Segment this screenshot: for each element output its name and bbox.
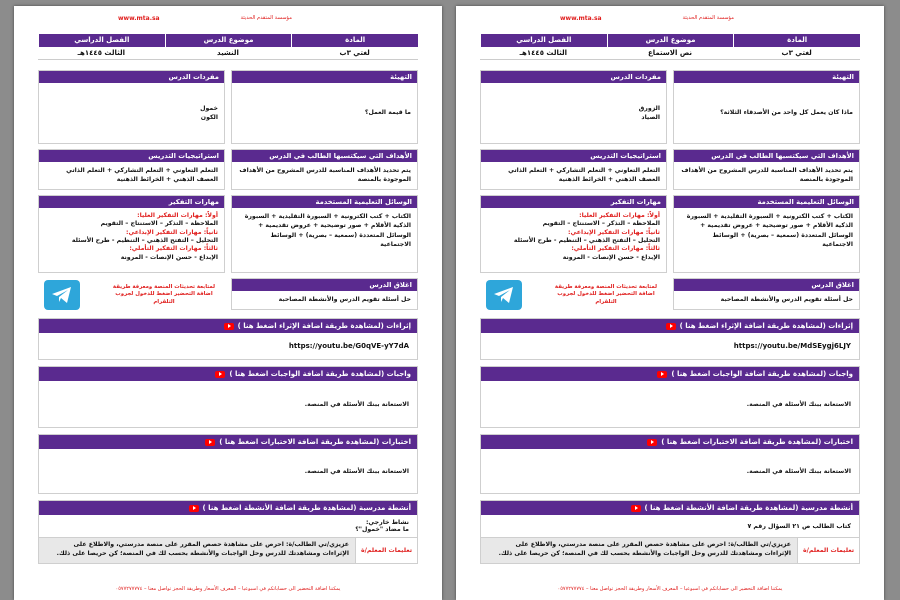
enrichment-body bbox=[481, 333, 859, 359]
skills-body bbox=[481, 208, 666, 266]
goals-box bbox=[231, 149, 418, 190]
enrichment-body bbox=[39, 333, 417, 359]
homework-title[interactable]: واجبات (لمشاهدة طريقة اضافة الواجبات اضغط هنا ) bbox=[481, 367, 859, 381]
term-col bbox=[480, 34, 607, 60]
skills-level2-text: التحليل – التفتح الذهني – التنظيم - طرح الأسئلة bbox=[513, 237, 660, 245]
skills-level2-text: التحليل – التفتح الذهني – التنظيم - طرح الأسئلة bbox=[71, 237, 218, 245]
instructions-label: تعليمات المعلم/ة bbox=[355, 538, 417, 563]
activities-section bbox=[480, 500, 860, 538]
grid-right-col bbox=[231, 70, 418, 312]
intro-title: التهيئة bbox=[232, 71, 417, 83]
activities-body bbox=[481, 515, 859, 537]
skills-title: مهارات التفكير bbox=[39, 196, 224, 208]
aids-box bbox=[673, 195, 860, 273]
youtube-icon[interactable] bbox=[631, 505, 641, 512]
grid-left-col bbox=[480, 70, 667, 312]
intro-box bbox=[673, 70, 860, 144]
page-top bbox=[38, 12, 418, 34]
homework-text: الاستعانة ببنك الأسئلة في المنصة. bbox=[746, 400, 851, 408]
skills-box bbox=[480, 195, 667, 273]
intro-box bbox=[231, 70, 418, 144]
strategies-box bbox=[480, 149, 667, 190]
vocab-list bbox=[39, 83, 224, 143]
strategies-title: استراتيجيات التدريس bbox=[481, 150, 666, 162]
lesson-page bbox=[14, 6, 442, 600]
activities-line1: نشاط خارجي: bbox=[365, 519, 409, 526]
subject-value: لغتي ٣ب bbox=[291, 47, 418, 60]
homework-title[interactable]: واجبات (لمشاهدة طريقة اضافة الواجبات اضغط هنا ) bbox=[39, 367, 417, 381]
closing-text: حل أسئلة تقويم الدرس والأنشطة المصاحبة bbox=[278, 296, 411, 303]
strategies-text: التعلم التعاوني + التعلم التشاركي + التعلم الذاتي العصف الذهني + الخرائط الذهنية bbox=[66, 167, 218, 184]
tests-title[interactable]: اختبارات (لمشاهدة طريقة اضافة الاختبارات اضغط هنا ) bbox=[481, 435, 859, 449]
skills-level1-text: الملاحظة – التذكر – الاستنتاج – التقويم bbox=[100, 220, 218, 228]
telegram-icon[interactable] bbox=[44, 280, 80, 310]
teacher-instructions bbox=[480, 538, 860, 564]
enrichment-section bbox=[480, 318, 860, 360]
page-footer: يمكننا اضافة التحضير الى حساباتكم في اسبوعيا – المعرف الأسعار وطريقة الحجز تواصل معنا – ٠٥٧٧٢٧٧٧٧٤ bbox=[115, 586, 341, 592]
topic-value: النشيد bbox=[165, 47, 292, 60]
enrichment-section bbox=[38, 318, 418, 360]
activities-section bbox=[38, 500, 418, 538]
topic-col bbox=[607, 34, 734, 60]
youtube-icon[interactable] bbox=[657, 371, 667, 378]
skills-body bbox=[39, 208, 224, 266]
term-col bbox=[38, 34, 165, 60]
strategies-box bbox=[38, 149, 225, 190]
site-url[interactable]: www.mta.sa bbox=[560, 15, 602, 22]
subject-value: لغتي ٣ب bbox=[733, 47, 860, 60]
activities-body bbox=[39, 515, 417, 537]
term-label: الفصل الدراسي bbox=[480, 34, 607, 47]
foundation-name: مؤسسة المتقدم الحديثة bbox=[682, 15, 734, 21]
lesson-page bbox=[456, 6, 884, 600]
homework-text: الاستعانة ببنك الأسئلة في المنصة. bbox=[304, 400, 409, 408]
goals-box bbox=[673, 149, 860, 190]
activities-line1: كتاب الطالب ص ٢١ السؤال رقم ٧ bbox=[747, 522, 851, 530]
closing-title: اغلاق الدرس bbox=[232, 279, 417, 291]
intro-text: ما قيمة العمل؟ bbox=[364, 109, 411, 117]
instructions-text: عزيزي/تي الطالب/ة: احرص على مشاهدة حصص المقرر على منصة مدرستي، والاطلاع على الإثراءات ومشاهدتك للدرس وحل الواجبات والأنشطة بحسب لك في المنصة؛ كن حريصا على ذلك. bbox=[39, 538, 355, 563]
youtube-icon[interactable] bbox=[205, 439, 215, 446]
skills-title: مهارات التفكير bbox=[481, 196, 666, 208]
skills-level3-label: ثالثاً: مهارات التفكير التأملي: bbox=[129, 245, 218, 253]
lesson-header bbox=[480, 34, 860, 60]
term-value: الثالث ١٤٤٥هـ bbox=[480, 47, 607, 60]
youtube-icon[interactable] bbox=[215, 371, 225, 378]
vocab-item: الكون bbox=[200, 114, 218, 121]
aids-text: الكتاب + كتب الكترونية + السبورة التقليدية + السبورة الذكية الأقلام + صور توضيحية + عروض تقديمية + الوسائل المتعددة (سمعية – بصرية) + الوسائط الاجتماعية bbox=[244, 213, 411, 248]
vocab-box bbox=[38, 70, 225, 144]
homework-section bbox=[38, 366, 418, 428]
skills-level3-text: الإبداع - حسن الإنصات - المرونة bbox=[562, 253, 660, 261]
skills-level1-text: الملاحظة – التذكر – الاستنتاج – التقويم bbox=[542, 220, 660, 228]
skills-level2-label: ثانياً: مهارات التفكير الإبداعي: bbox=[126, 228, 218, 236]
teacher-instructions bbox=[38, 538, 418, 564]
subject-label: المادة bbox=[733, 34, 860, 47]
topic-label: موضوع الدرس bbox=[607, 34, 734, 47]
lesson-grid bbox=[480, 70, 860, 312]
youtube-icon[interactable] bbox=[647, 439, 657, 446]
lesson-grid bbox=[38, 70, 418, 312]
tests-section bbox=[38, 434, 418, 494]
tests-text: الاستعانة ببنك الأسئلة في المنصة. bbox=[304, 467, 409, 475]
youtube-icon[interactable] bbox=[189, 505, 199, 512]
subject-label: المادة bbox=[291, 34, 418, 47]
homework-section bbox=[480, 366, 860, 428]
vocab-item: خمول bbox=[200, 104, 218, 112]
intro-text: ماذا كان يعمل كل واحد من الأصدقاء الثلاثة؟ bbox=[720, 109, 853, 117]
page-footer: يمكننا اضافة التحضير الى حساباتكم في اسبوعيا – المعرف الأسعار وطريقة الحجز تواصل معنا – ٠٥٧٧٢٧٧٧٧٤ bbox=[557, 586, 783, 592]
topic-label: موضوع الدرس bbox=[165, 34, 292, 47]
youtube-icon[interactable] bbox=[224, 323, 234, 330]
tests-section bbox=[480, 434, 860, 494]
vocab-title: مفردات الدرس bbox=[481, 71, 666, 83]
enrichment-title[interactable]: إثراءات (لمشاهدة طريقة اضافة الإثراء اضغط هنا ) bbox=[481, 319, 859, 333]
tests-title[interactable]: اختبارات (لمشاهدة طريقة اضافة الاختبارات اضغط هنا ) bbox=[39, 435, 417, 449]
skills-level1-label: أولاً: مهارات التفكير العليا: bbox=[137, 212, 218, 219]
skills-level3-text: الإبداع - حسن الإنصات - المرونة bbox=[120, 253, 218, 261]
aids-box bbox=[231, 195, 418, 273]
topic-value: نص الاستماع bbox=[607, 47, 734, 60]
site-url[interactable]: www.mta.sa bbox=[118, 15, 160, 22]
instructions-text: عزيزي/تي الطالب/ة: احرص على مشاهدة حصص المقرر على منصة مدرستي، والاطلاع على الإثراءات ومشاهدتك للدرس وحل الواجبات والأنشطة بحسب لك في المنصة؛ كن حريصا على ذلك. bbox=[481, 538, 797, 563]
activities-title[interactable]: أنشطة مدرسية (لمشاهدة طريقة اضافة الأنشطة اضغط هنا ) bbox=[39, 501, 417, 515]
grid-right-col bbox=[673, 70, 860, 312]
enrichment-link[interactable]: https://youtu.be/MdSEygj6LJY bbox=[733, 342, 851, 350]
intro-title: التهيئة bbox=[674, 71, 859, 83]
topic-col bbox=[165, 34, 292, 60]
term-label: الفصل الدراسي bbox=[38, 34, 165, 47]
goals-title: الأهداف التي سيكتسبها الطالب في الدرس bbox=[674, 150, 859, 162]
youtube-icon[interactable] bbox=[666, 323, 676, 330]
foundation-name: مؤسسة المتقدم الحديثة bbox=[240, 15, 292, 21]
closing-title: اغلاق الدرس bbox=[674, 279, 859, 291]
vocab-box bbox=[480, 70, 667, 144]
goals-text: يتم تحديد الأهداف المناسبة للدرس المشروح من الأهداف الموجودة بالمنصة bbox=[681, 167, 853, 184]
closing-text: حل أسئلة تقويم الدرس والأنشطة المصاحبة bbox=[720, 296, 853, 303]
enrichment-link[interactable]: https://youtu.be/G0qVE-yY7dA bbox=[288, 342, 409, 350]
instructions-label: تعليمات المعلم/ة bbox=[797, 538, 859, 563]
tests-text: الاستعانة ببنك الأسئلة في المنصة. bbox=[746, 467, 851, 475]
strategies-text: التعلم التعاوني + التعلم التشاركي + التعلم الذاتي العصف الذهني + الخرائط الذهنية bbox=[508, 167, 660, 184]
telegram-promo[interactable] bbox=[480, 278, 667, 312]
skills-level2-label: ثانياً: مهارات التفكير الإبداعي: bbox=[568, 228, 660, 236]
telegram-promo-text[interactable]: لمتابعة تحديثات المنصة ومعرفة طريقة اضافة التحضير اضغط للدخول لجروب التلقرام bbox=[554, 284, 658, 305]
subject-col bbox=[291, 34, 418, 60]
activities-line2: ما مضاد "خمول"؟ bbox=[355, 526, 409, 533]
skills-box bbox=[38, 195, 225, 273]
closing-box bbox=[673, 278, 860, 310]
goals-text: يتم تحديد الأهداف المناسبة للدرس المشروح من الأهداف الموجودة بالمنصة bbox=[239, 167, 411, 184]
skills-level1-label: أولاً: مهارات التفكير العليا: bbox=[579, 212, 660, 219]
strategies-title: استراتيجيات التدريس bbox=[39, 150, 224, 162]
telegram-promo[interactable] bbox=[38, 278, 225, 312]
vocab-list bbox=[481, 83, 666, 143]
telegram-promo-text[interactable]: لمتابعة تحديثات المنصة ومعرفة طريقة اضافة التحضير اضغط للدخول لجروب التلقرام bbox=[112, 284, 216, 305]
goals-title: الأهداف التي سيكتسبها الطالب في الدرس bbox=[232, 150, 417, 162]
aids-title: الوسائل التعليمية المستخدمة bbox=[232, 196, 417, 208]
telegram-icon[interactable] bbox=[486, 280, 522, 310]
vocab-item: الزورق bbox=[638, 104, 660, 112]
skills-level3-label: ثالثاً: مهارات التفكير التأملي: bbox=[571, 245, 660, 253]
closing-box bbox=[231, 278, 418, 310]
vocab-title: مفردات الدرس bbox=[39, 71, 224, 83]
enrichment-title[interactable]: إثراءات (لمشاهدة طريقة اضافة الإثراء اضغط هنا ) bbox=[39, 319, 417, 333]
term-value: الثالث ١٤٤٥هـ bbox=[38, 47, 165, 60]
aids-text: الكتاب + كتب الكترونية + السبورة التقليدية + السبورة الذكية الأقلام + صور توضيحية + عروض تقديمية + الوسائل المتعددة (سمعية – بصرية) + الوسائط الاجتماعية bbox=[686, 213, 853, 248]
grid-left-col bbox=[38, 70, 225, 312]
page-top bbox=[480, 12, 860, 34]
activities-title[interactable]: أنشطة مدرسية (لمشاهدة طريقة اضافة الأنشطة اضغط هنا ) bbox=[481, 501, 859, 515]
aids-title: الوسائل التعليمية المستخدمة bbox=[674, 196, 859, 208]
subject-col bbox=[733, 34, 860, 60]
lesson-header bbox=[38, 34, 418, 60]
vocab-item: الصياد bbox=[641, 114, 660, 121]
